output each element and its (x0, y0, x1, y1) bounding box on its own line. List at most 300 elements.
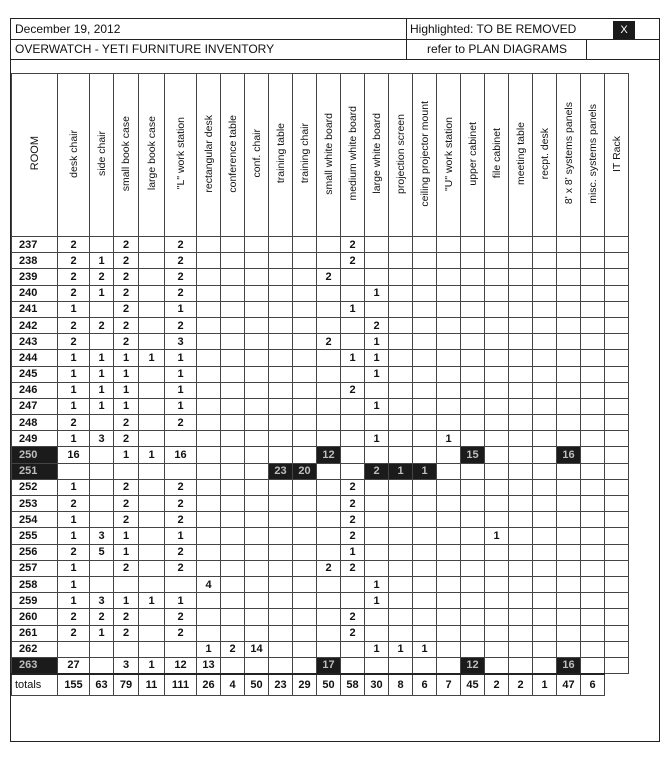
count-cell (139, 463, 165, 479)
total-cell: 47 (557, 674, 581, 696)
count-cell (293, 334, 317, 350)
count-cell (485, 479, 509, 495)
count-cell: 2 (317, 334, 341, 350)
count-cell (389, 317, 413, 333)
room-number: 243 (12, 334, 58, 350)
count-cell (461, 382, 485, 398)
count-cell (197, 625, 221, 641)
count-cell: 2 (58, 609, 90, 625)
count-cell (461, 593, 485, 609)
room-number: 239 (12, 269, 58, 285)
room-row (12, 237, 629, 253)
count-cell (533, 463, 557, 479)
count-cell (509, 366, 533, 382)
count-cell (581, 496, 605, 512)
count-cell (413, 560, 437, 576)
count-cell (533, 641, 557, 657)
count-cell (197, 479, 221, 495)
count-cell (317, 496, 341, 512)
count-cell: 12 (165, 657, 197, 673)
count-cell (437, 301, 461, 317)
count-cell (245, 625, 269, 641)
count-cell: 1 (58, 350, 90, 366)
inventory-table (11, 73, 629, 696)
count-cell (139, 576, 165, 592)
total-cell: 4 (221, 674, 245, 696)
count-cell (413, 528, 437, 544)
room-row (12, 382, 629, 398)
count-cell (485, 512, 509, 528)
total-cell: 155 (58, 674, 90, 696)
count-cell (485, 398, 509, 414)
count-cell (269, 415, 293, 431)
count-cell (509, 382, 533, 398)
count-cell (557, 544, 581, 560)
totals-label: totals (12, 674, 58, 696)
count-cell (581, 301, 605, 317)
count-cell: 1 (114, 528, 139, 544)
count-cell: 1 (90, 382, 114, 398)
count-cell (245, 431, 269, 447)
count-cell (605, 269, 629, 285)
count-cell (221, 657, 245, 673)
count-cell (341, 415, 365, 431)
count-cell (197, 350, 221, 366)
count-cell (509, 285, 533, 301)
column-header (605, 74, 629, 237)
count-cell (461, 528, 485, 544)
count-cell (317, 415, 341, 431)
count-cell (269, 366, 293, 382)
count-cell (293, 560, 317, 576)
column-header (269, 74, 293, 237)
column-header (485, 74, 509, 237)
count-cell (245, 415, 269, 431)
count-cell (114, 576, 139, 592)
count-cell (317, 641, 341, 657)
count-cell: 1 (341, 544, 365, 560)
count-cell (437, 253, 461, 269)
count-cell (605, 560, 629, 576)
count-cell (139, 334, 165, 350)
count-cell: 2 (114, 609, 139, 625)
count-cell: 2 (341, 560, 365, 576)
count-cell (341, 641, 365, 657)
count-cell (437, 382, 461, 398)
count-cell (533, 609, 557, 625)
room-row (12, 625, 629, 641)
count-cell: 2 (114, 285, 139, 301)
count-cell (293, 350, 317, 366)
count-cell (437, 447, 461, 463)
count-cell (509, 237, 533, 253)
room-number: 254 (12, 512, 58, 528)
room-number: 261 (12, 625, 58, 641)
count-cell (90, 560, 114, 576)
count-cell (197, 593, 221, 609)
count-cell (245, 463, 269, 479)
count-cell (197, 463, 221, 479)
room-number: 248 (12, 415, 58, 431)
count-cell (509, 447, 533, 463)
count-cell (557, 593, 581, 609)
count-cell (509, 609, 533, 625)
count-cell (437, 544, 461, 560)
count-cell (139, 544, 165, 560)
total-cell: 58 (341, 674, 365, 696)
count-cell: 2 (58, 496, 90, 512)
count-cell (90, 641, 114, 657)
count-cell (413, 285, 437, 301)
count-cell (581, 657, 605, 673)
count-cell (197, 447, 221, 463)
count-cell (557, 269, 581, 285)
count-cell (139, 415, 165, 431)
count-cell (221, 366, 245, 382)
room-number: 260 (12, 609, 58, 625)
count-cell (509, 398, 533, 414)
count-cell (413, 334, 437, 350)
count-cell: 2 (114, 317, 139, 333)
count-cell (509, 496, 533, 512)
count-cell (413, 350, 437, 366)
count-cell (365, 512, 389, 528)
count-cell: 1 (90, 285, 114, 301)
count-cell (165, 431, 197, 447)
count-cell: 2 (90, 317, 114, 333)
column-header (165, 74, 197, 237)
column-header-label: desk chair (67, 129, 80, 178)
count-cell (413, 366, 437, 382)
room-number: 258 (12, 576, 58, 592)
count-cell (509, 415, 533, 431)
count-cell (221, 237, 245, 253)
total-cell: 8 (389, 674, 413, 696)
count-cell (533, 415, 557, 431)
count-cell (58, 641, 90, 657)
count-cell (139, 496, 165, 512)
count-cell (581, 350, 605, 366)
count-cell (581, 463, 605, 479)
count-cell (557, 512, 581, 528)
count-cell (269, 496, 293, 512)
column-header-label: 8' x 8' systems panels (562, 102, 575, 205)
count-cell: 1 (58, 398, 90, 414)
count-cell (581, 285, 605, 301)
count-cell: 23 (269, 463, 293, 479)
count-cell (245, 301, 269, 317)
count-cell: 2 (58, 253, 90, 269)
count-cell (389, 253, 413, 269)
count-cell (197, 334, 221, 350)
count-cell (557, 576, 581, 592)
count-cell (341, 366, 365, 382)
count-cell (581, 641, 605, 657)
count-cell: 3 (90, 528, 114, 544)
count-cell (605, 415, 629, 431)
count-cell (90, 576, 114, 592)
count-cell (293, 609, 317, 625)
count-cell (389, 447, 413, 463)
count-cell: 1 (58, 431, 90, 447)
count-cell (293, 382, 317, 398)
count-cell (581, 544, 605, 560)
count-cell (365, 625, 389, 641)
count-cell (461, 463, 485, 479)
count-cell: 1 (437, 431, 461, 447)
room-row (12, 657, 629, 673)
count-cell (485, 609, 509, 625)
count-cell: 3 (165, 334, 197, 350)
count-cell: 2 (165, 609, 197, 625)
count-cell: 1 (165, 350, 197, 366)
room-row (12, 560, 629, 576)
count-cell (221, 431, 245, 447)
count-cell (437, 560, 461, 576)
count-cell (461, 576, 485, 592)
count-cell: 27 (58, 657, 90, 673)
count-cell (317, 317, 341, 333)
count-cell (114, 641, 139, 657)
count-cell: 2 (114, 237, 139, 253)
count-cell (221, 269, 245, 285)
count-cell: 2 (365, 317, 389, 333)
count-cell (533, 301, 557, 317)
count-cell: 1 (365, 366, 389, 382)
count-cell (245, 576, 269, 592)
room-number: 255 (12, 528, 58, 544)
room-row (12, 593, 629, 609)
count-cell (461, 609, 485, 625)
count-cell: 2 (165, 415, 197, 431)
column-header-row (12, 74, 629, 237)
count-cell (485, 317, 509, 333)
count-cell: 2 (58, 625, 90, 641)
count-cell (245, 398, 269, 414)
count-cell: 5 (90, 544, 114, 560)
count-cell (139, 609, 165, 625)
count-cell (557, 528, 581, 544)
count-cell (461, 366, 485, 382)
count-cell (557, 237, 581, 253)
count-cell: 1 (165, 366, 197, 382)
count-cell (317, 528, 341, 544)
count-cell: 1 (114, 350, 139, 366)
count-cell (533, 431, 557, 447)
count-cell (437, 657, 461, 673)
count-cell: 2 (90, 609, 114, 625)
count-cell (557, 398, 581, 414)
count-cell: 1 (197, 641, 221, 657)
count-cell (533, 560, 557, 576)
count-cell (139, 512, 165, 528)
count-cell (245, 253, 269, 269)
column-header-label: large white board (370, 113, 383, 194)
count-cell (461, 560, 485, 576)
count-cell (221, 285, 245, 301)
count-cell (389, 528, 413, 544)
count-cell: 1 (58, 593, 90, 609)
column-header-label: "U" work station (442, 116, 455, 191)
count-cell (461, 641, 485, 657)
count-cell (485, 657, 509, 673)
room-number: 238 (12, 253, 58, 269)
count-cell (485, 237, 509, 253)
count-cell: 1 (365, 641, 389, 657)
count-cell (245, 560, 269, 576)
count-cell: 2 (114, 253, 139, 269)
count-cell (605, 479, 629, 495)
count-cell: 2 (165, 479, 197, 495)
room-number: 237 (12, 237, 58, 253)
count-cell (605, 625, 629, 641)
count-cell (509, 528, 533, 544)
count-cell (581, 625, 605, 641)
count-cell (413, 496, 437, 512)
count-cell: 1 (341, 350, 365, 366)
room-number: 249 (12, 431, 58, 447)
count-cell (461, 269, 485, 285)
count-cell (221, 317, 245, 333)
count-cell: 1 (139, 657, 165, 673)
count-cell: 1 (165, 528, 197, 544)
column-header-label: conf. chair (250, 129, 263, 178)
header-divider (406, 39, 407, 59)
column-header-label: training table (274, 123, 287, 184)
count-cell (437, 237, 461, 253)
count-cell (605, 237, 629, 253)
count-cell: 20 (293, 463, 317, 479)
count-cell (293, 269, 317, 285)
count-cell: 2 (165, 253, 197, 269)
count-cell (269, 447, 293, 463)
count-cell (221, 479, 245, 495)
count-cell: 1 (165, 301, 197, 317)
count-cell: 2 (114, 496, 139, 512)
column-header-label: conference table (226, 114, 239, 193)
count-cell (317, 350, 341, 366)
room-row (12, 447, 629, 463)
count-cell (605, 398, 629, 414)
count-cell (533, 382, 557, 398)
room-row (12, 398, 629, 414)
count-cell (389, 431, 413, 447)
count-cell (221, 447, 245, 463)
count-cell (557, 479, 581, 495)
count-cell (341, 463, 365, 479)
count-cell (269, 285, 293, 301)
count-cell: 2 (114, 560, 139, 576)
room-number: 253 (12, 496, 58, 512)
count-cell (293, 447, 317, 463)
count-cell: 1 (90, 350, 114, 366)
column-header (533, 74, 557, 237)
count-cell (139, 398, 165, 414)
count-cell (605, 366, 629, 382)
count-cell (461, 317, 485, 333)
count-cell (389, 609, 413, 625)
count-cell (533, 479, 557, 495)
count-cell (437, 625, 461, 641)
count-cell: 1 (114, 544, 139, 560)
count-cell (557, 560, 581, 576)
count-cell (557, 463, 581, 479)
count-cell: 1 (114, 447, 139, 463)
count-cell (90, 657, 114, 673)
count-cell (269, 317, 293, 333)
count-cell (114, 463, 139, 479)
count-cell (139, 253, 165, 269)
count-cell (139, 625, 165, 641)
count-cell (269, 398, 293, 414)
count-cell (605, 544, 629, 560)
room-row (12, 544, 629, 560)
count-cell (533, 285, 557, 301)
total-cell: 23 (269, 674, 293, 696)
column-header (437, 74, 461, 237)
count-cell (165, 576, 197, 592)
count-cell (139, 641, 165, 657)
count-cell: 1 (413, 641, 437, 657)
count-cell: 1 (90, 253, 114, 269)
count-cell: 1 (341, 301, 365, 317)
count-cell (58, 463, 90, 479)
total-cell: 7 (437, 674, 461, 696)
count-cell (605, 334, 629, 350)
count-cell (365, 560, 389, 576)
total-cell: 79 (114, 674, 139, 696)
count-cell (293, 496, 317, 512)
count-cell (269, 479, 293, 495)
count-cell (317, 285, 341, 301)
count-cell: 2 (58, 415, 90, 431)
count-cell (293, 512, 317, 528)
room-row (12, 609, 629, 625)
count-cell (293, 544, 317, 560)
count-cell (139, 382, 165, 398)
count-cell (245, 479, 269, 495)
count-cell (461, 334, 485, 350)
count-cell (485, 382, 509, 398)
total-cell: 6 (581, 674, 605, 696)
room-row (12, 415, 629, 431)
column-header (413, 74, 437, 237)
count-cell: 1 (165, 593, 197, 609)
count-cell (413, 431, 437, 447)
column-header-label: training chair (298, 123, 311, 184)
count-cell (245, 366, 269, 382)
count-cell (293, 398, 317, 414)
count-cell (245, 269, 269, 285)
count-cell: 2 (165, 237, 197, 253)
count-cell (605, 301, 629, 317)
count-cell (389, 398, 413, 414)
total-cell: 1 (533, 674, 557, 696)
count-cell (197, 415, 221, 431)
close-button[interactable]: X (613, 21, 635, 39)
count-cell: 1 (485, 528, 509, 544)
count-cell (197, 609, 221, 625)
count-cell (461, 544, 485, 560)
count-cell: 1 (365, 431, 389, 447)
count-cell (581, 253, 605, 269)
count-cell: 2 (341, 496, 365, 512)
count-cell: 2 (165, 544, 197, 560)
refer-note: refer to PLAN DIAGRAMS (427, 42, 568, 56)
count-cell: 2 (341, 382, 365, 398)
count-cell: 2 (114, 512, 139, 528)
count-cell (461, 350, 485, 366)
